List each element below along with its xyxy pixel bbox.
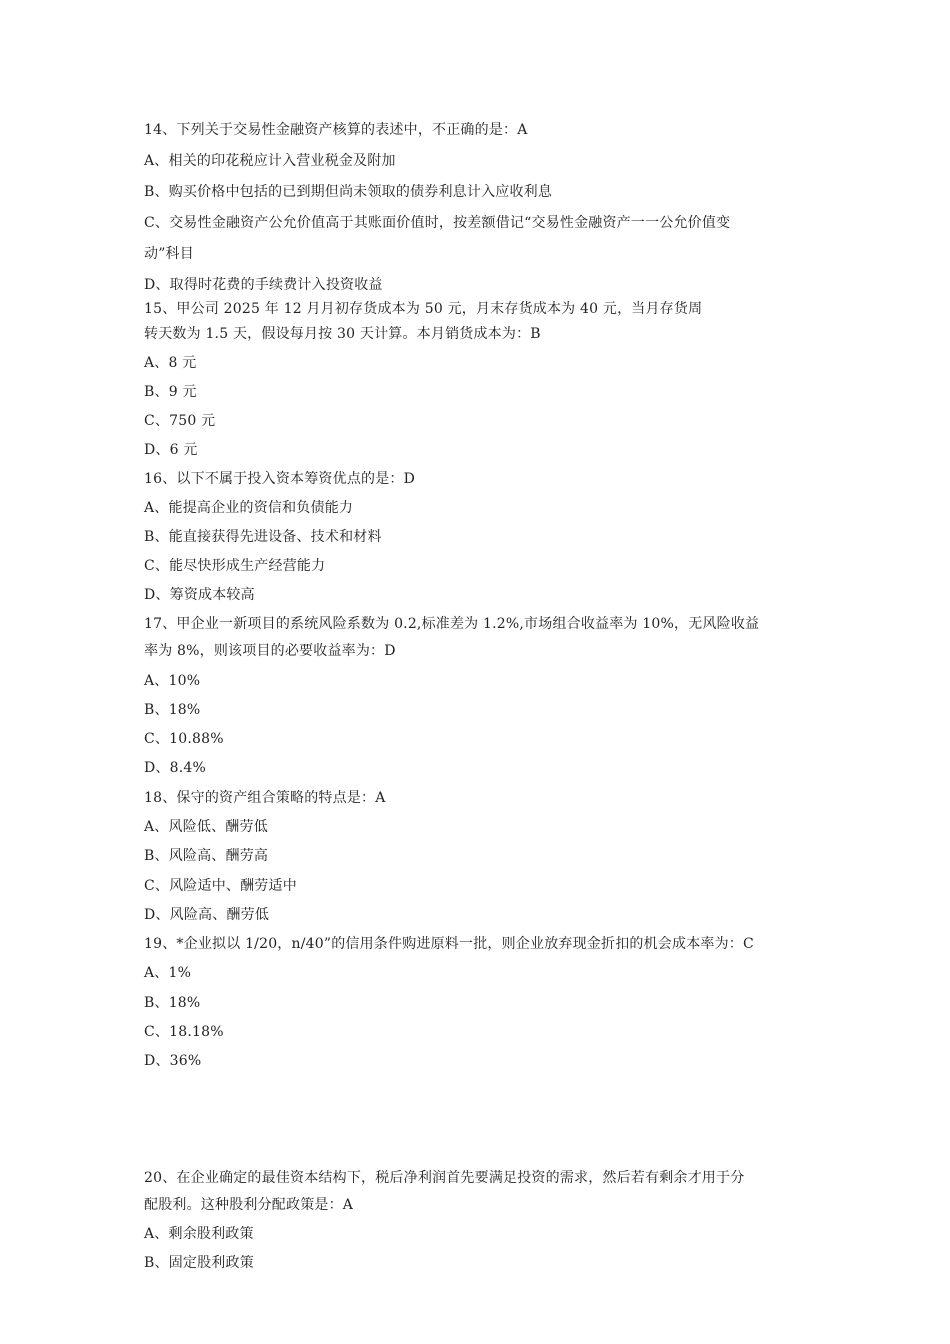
question-18-stem: 18、保守的资产组合策略的特点是：A bbox=[144, 790, 386, 806]
question-19-option-c: C、18.18% bbox=[144, 1024, 224, 1040]
question-17-option-d: D、8.4% bbox=[144, 760, 206, 776]
question-20-option-b: B、固定股利政策 bbox=[144, 1255, 254, 1271]
question-19-option-d: D、36% bbox=[144, 1053, 202, 1069]
question-18-option-b: B、风险高、酬劳高 bbox=[144, 848, 269, 864]
question-19-stem: 19、*企业拟以 1/20，n/40”的信用条件购进原料一批，则企业放弃现金折扣的机会成本率为：C bbox=[144, 936, 754, 952]
question-18-option-d: D、风险高、酬劳低 bbox=[144, 907, 270, 923]
question-16-option-d: D、筹资成本较高 bbox=[144, 587, 255, 603]
question-14-option-c-line1: C、交易性金融资产公允价值高于其账面价值时，按差额借记“交易性金融资产一一公允价值变 bbox=[144, 215, 731, 231]
question-15-stem-line2: 转天数为 1.5 天，假设每月按 30 天计算。本月销货成本为：B bbox=[144, 326, 541, 342]
question-20-stem-line2: 配股利。这种股利分配政策是：A bbox=[144, 1197, 354, 1213]
question-18-option-a: A、风险低、酬劳低 bbox=[144, 819, 268, 835]
question-18-option-c: C、风险适中、酬劳适中 bbox=[144, 878, 297, 894]
question-14-option-a: A、相关的印花税应计入营业税金及附加 bbox=[144, 153, 396, 169]
question-16-option-c: C、能尽快形成生产经营能力 bbox=[144, 558, 326, 574]
question-16-stem: 16、以下不属于投入资本筹资优点的是：D bbox=[144, 471, 416, 487]
question-17-option-a: A、10% bbox=[144, 673, 201, 689]
question-14-option-c-line2: 动”科目 bbox=[144, 246, 194, 262]
question-20-stem-line1: 20、在企业确定的最佳资本结构下，税后净利润首先要满足投资的需求，然后若有剩余才用于分 bbox=[144, 1170, 745, 1186]
question-14-stem: 14、下列关于交易性金融资产核算的表述中，不正确的是：A bbox=[144, 122, 528, 138]
question-17-option-c: C、10.88% bbox=[144, 731, 224, 747]
question-15-option-d: D、6 元 bbox=[144, 442, 198, 458]
question-16-option-a: A、能提高企业的资信和负债能力 bbox=[144, 500, 354, 516]
question-16-option-b: B、能直接获得先进设备、技术和材料 bbox=[144, 529, 382, 545]
question-14-option-d: D、取得时花费的手续费计入投资收益 bbox=[144, 277, 383, 293]
question-14-option-b: B、购买价格中包括的已到期但尚未领取的债券利息计入应收利息 bbox=[144, 184, 553, 200]
question-15-stem-line1: 15、甲公司 2025 年 12 月月初存货成本为 50 元，月末存货成本为 40 元，当月存货周 bbox=[144, 301, 703, 317]
question-15-option-a: A、8 元 bbox=[144, 355, 197, 371]
question-17-option-b: B、18% bbox=[144, 702, 201, 718]
question-17-stem-line1: 17、甲企业一新项目的系统风险系数为 0.2,标准差为 1.2%,市场组合收益率为 10%，无风险收益 bbox=[144, 616, 760, 632]
question-15-option-b: B、9 元 bbox=[144, 384, 197, 400]
question-19-option-a: A、1% bbox=[144, 965, 192, 981]
question-15-option-c: C、750 元 bbox=[144, 413, 216, 429]
question-20-option-a: A、剩余股利政策 bbox=[144, 1226, 254, 1242]
question-19-option-b: B、18% bbox=[144, 995, 201, 1011]
question-17-stem-line2: 率为 8%，则该项目的必要收益率为：D bbox=[144, 643, 396, 659]
